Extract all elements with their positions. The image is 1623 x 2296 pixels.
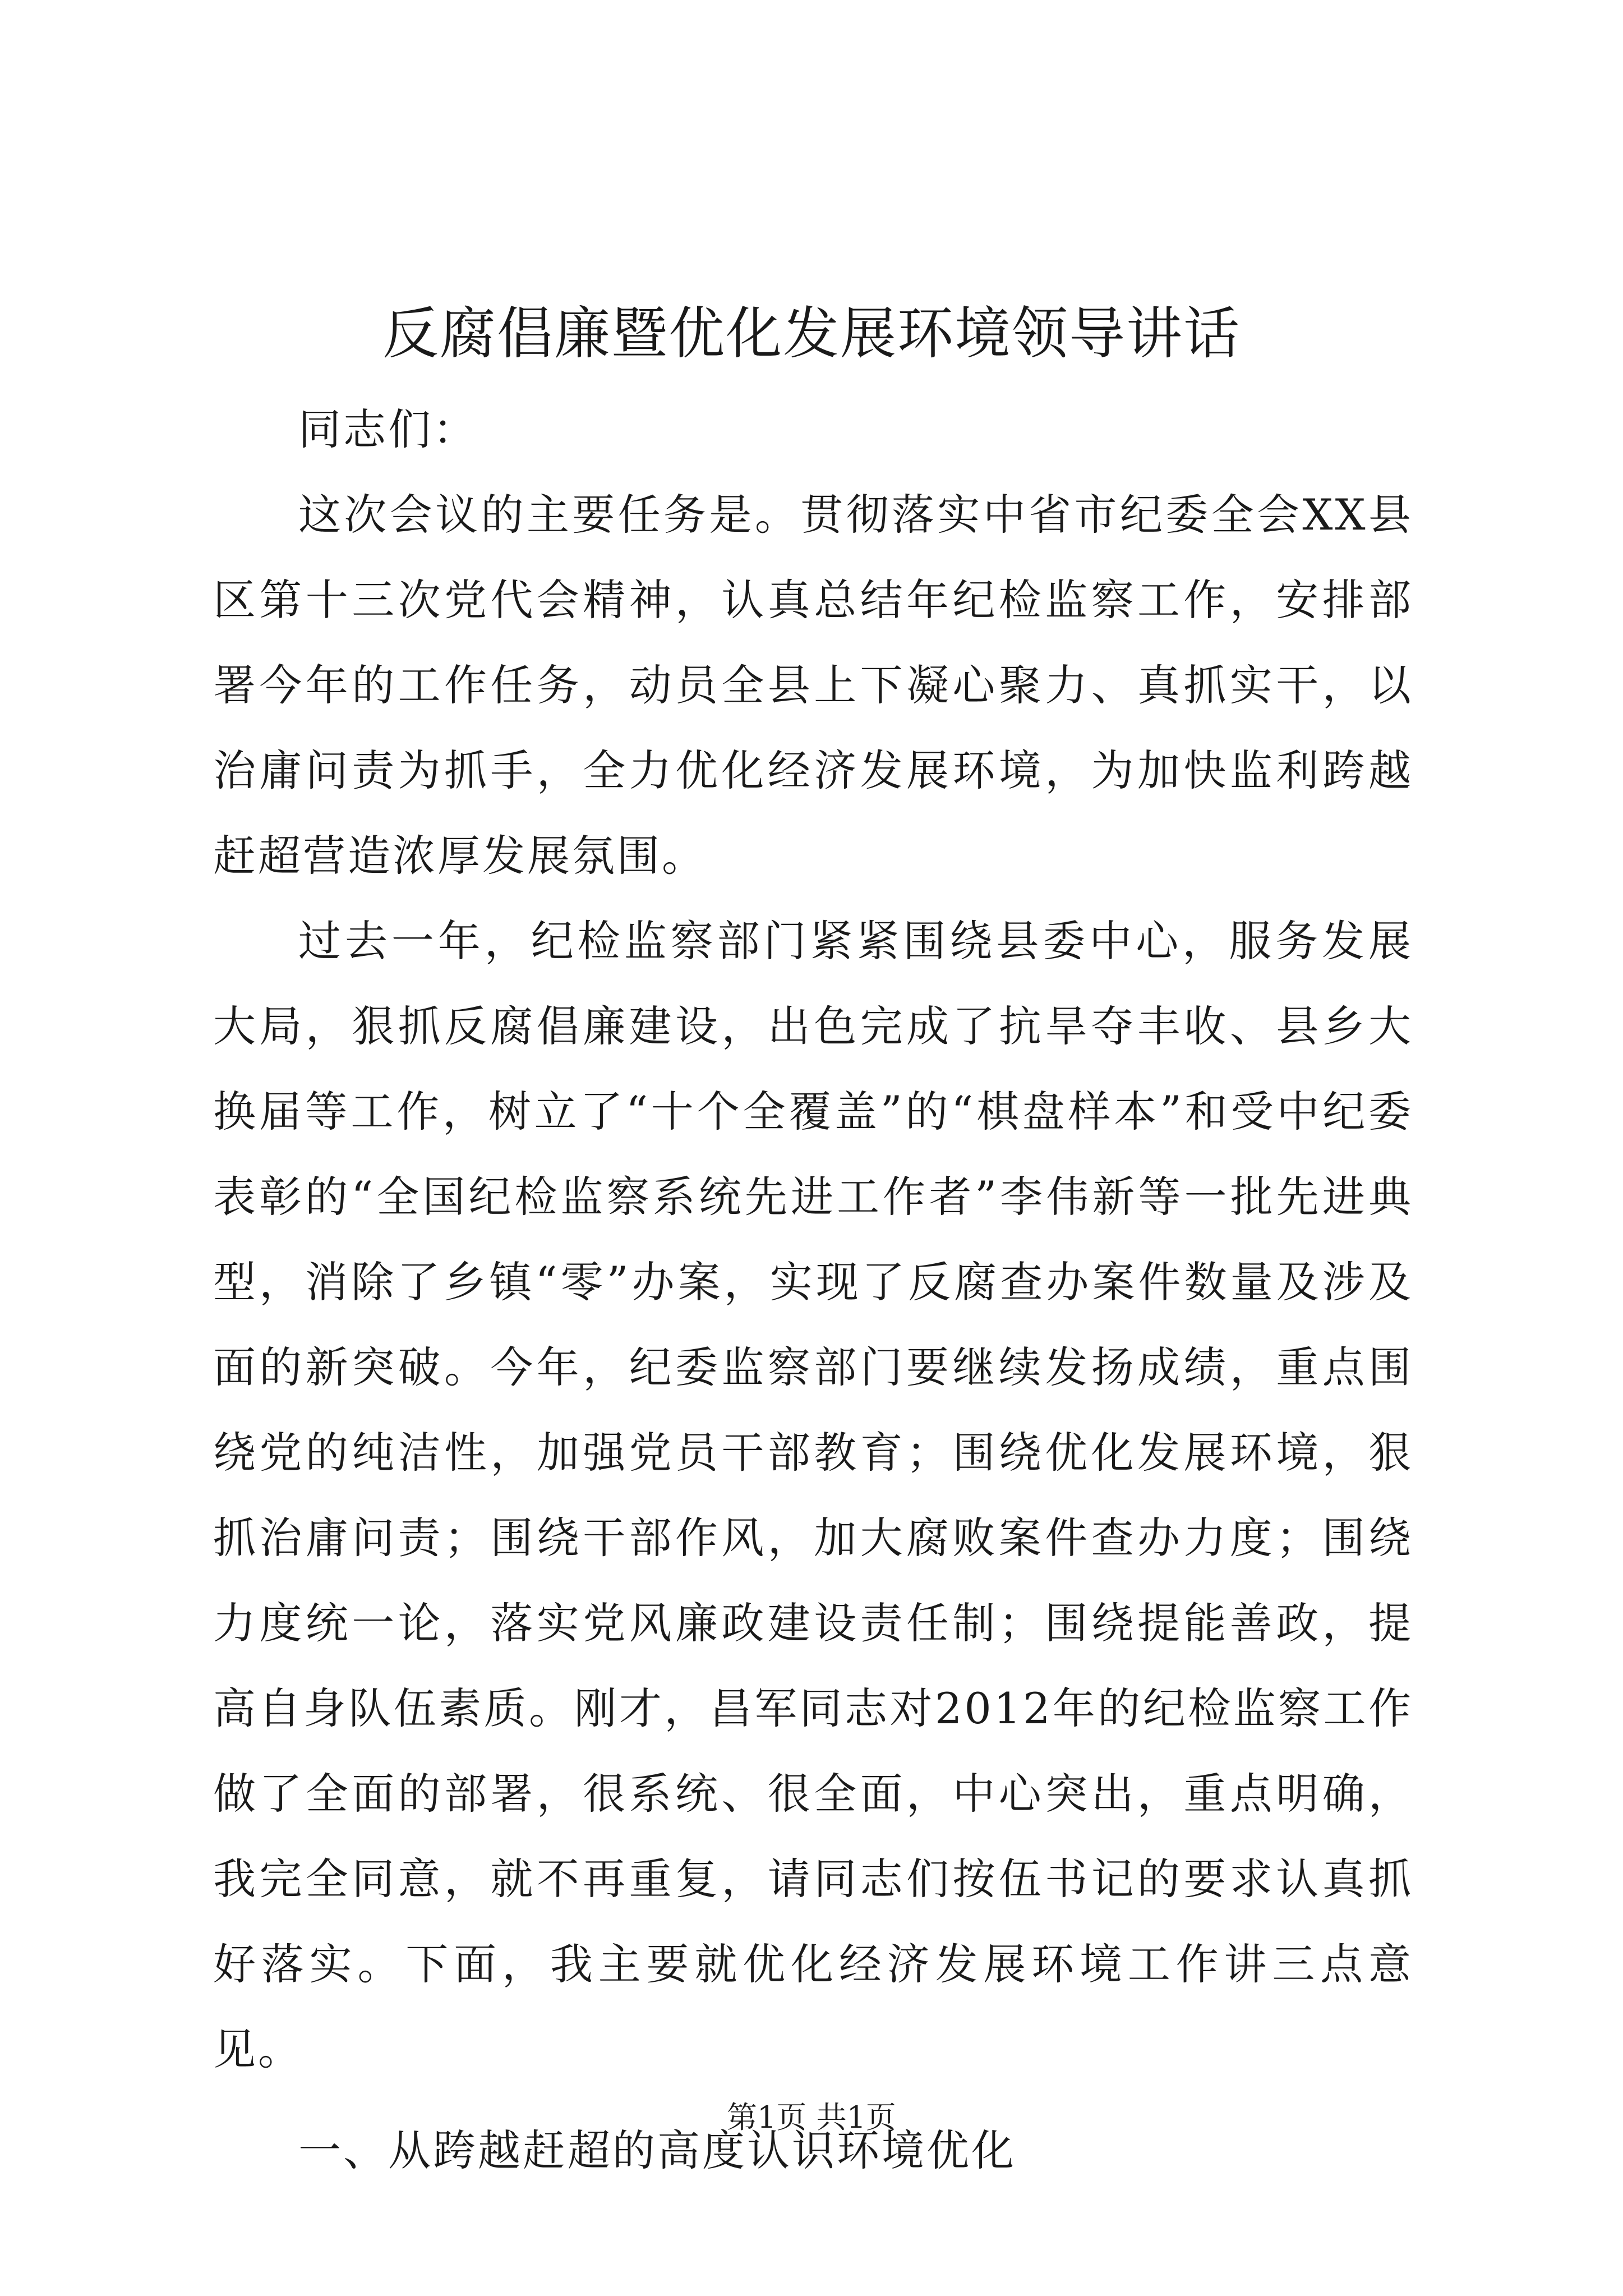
section-heading: 一、从跨越赶超的高度认识环境优化 (298, 2125, 1016, 2175)
paragraph-1: 这次会议的主要任务是。贯彻落实中省市纪委全会XX县区第十三次党代会精神，认真总结年纪检监察工作，安排部署今年的工作任务，动员全县上下凝心聚力、真抓实干，以治庸问责为抓手，全力优化经济发展环境，为加快监利跨越赶超营造浓厚发展氛围。 (213, 490, 1413, 881)
document-title: 反腐倡廉暨优化发展环境领导讲话 (382, 301, 1241, 366)
document-body (213, 387, 1413, 2193)
salutation: 同志们： (298, 404, 478, 454)
paragraph-2: 过去一年，纪检监察部门紧紧围绕县委中心，服务发展大局，狠抓反腐倡廉建设，出色完成了抗旱夺丰收、县乡大换届等工作，树立了“十个全覆盖”的“棋盘样本”和受中纪委表彰的“全国纪检监察系统先进工作者”李伟新等一批先进典型，消除了乡镇“零”办案，实现了反腐查办案件数量及涉及面的新突破。今年，纪委监察部门要继续发扬成绩，重点围绕党的纯洁性，加强党员干部教育；围绕优化发展环境，狠抓治庸问责；围绕干部作风，加大腐败案件查办力度；围绕力度统一论，落实党风廉政建设责任制；围绕提能善政，提高自身队伍素质。刚才，昌军同志对2012年的纪检监察工作做了全面的部署，很系统、很全面，中心突出，重点明确，我完全同意，就不再重复，请同志们按伍书记的要求认真抓好落实。下面，我主要就优化经济发展环境工作讲三点意见。 (213, 916, 1413, 2074)
page-footer: 第1页 共1页 (727, 2100, 896, 2135)
